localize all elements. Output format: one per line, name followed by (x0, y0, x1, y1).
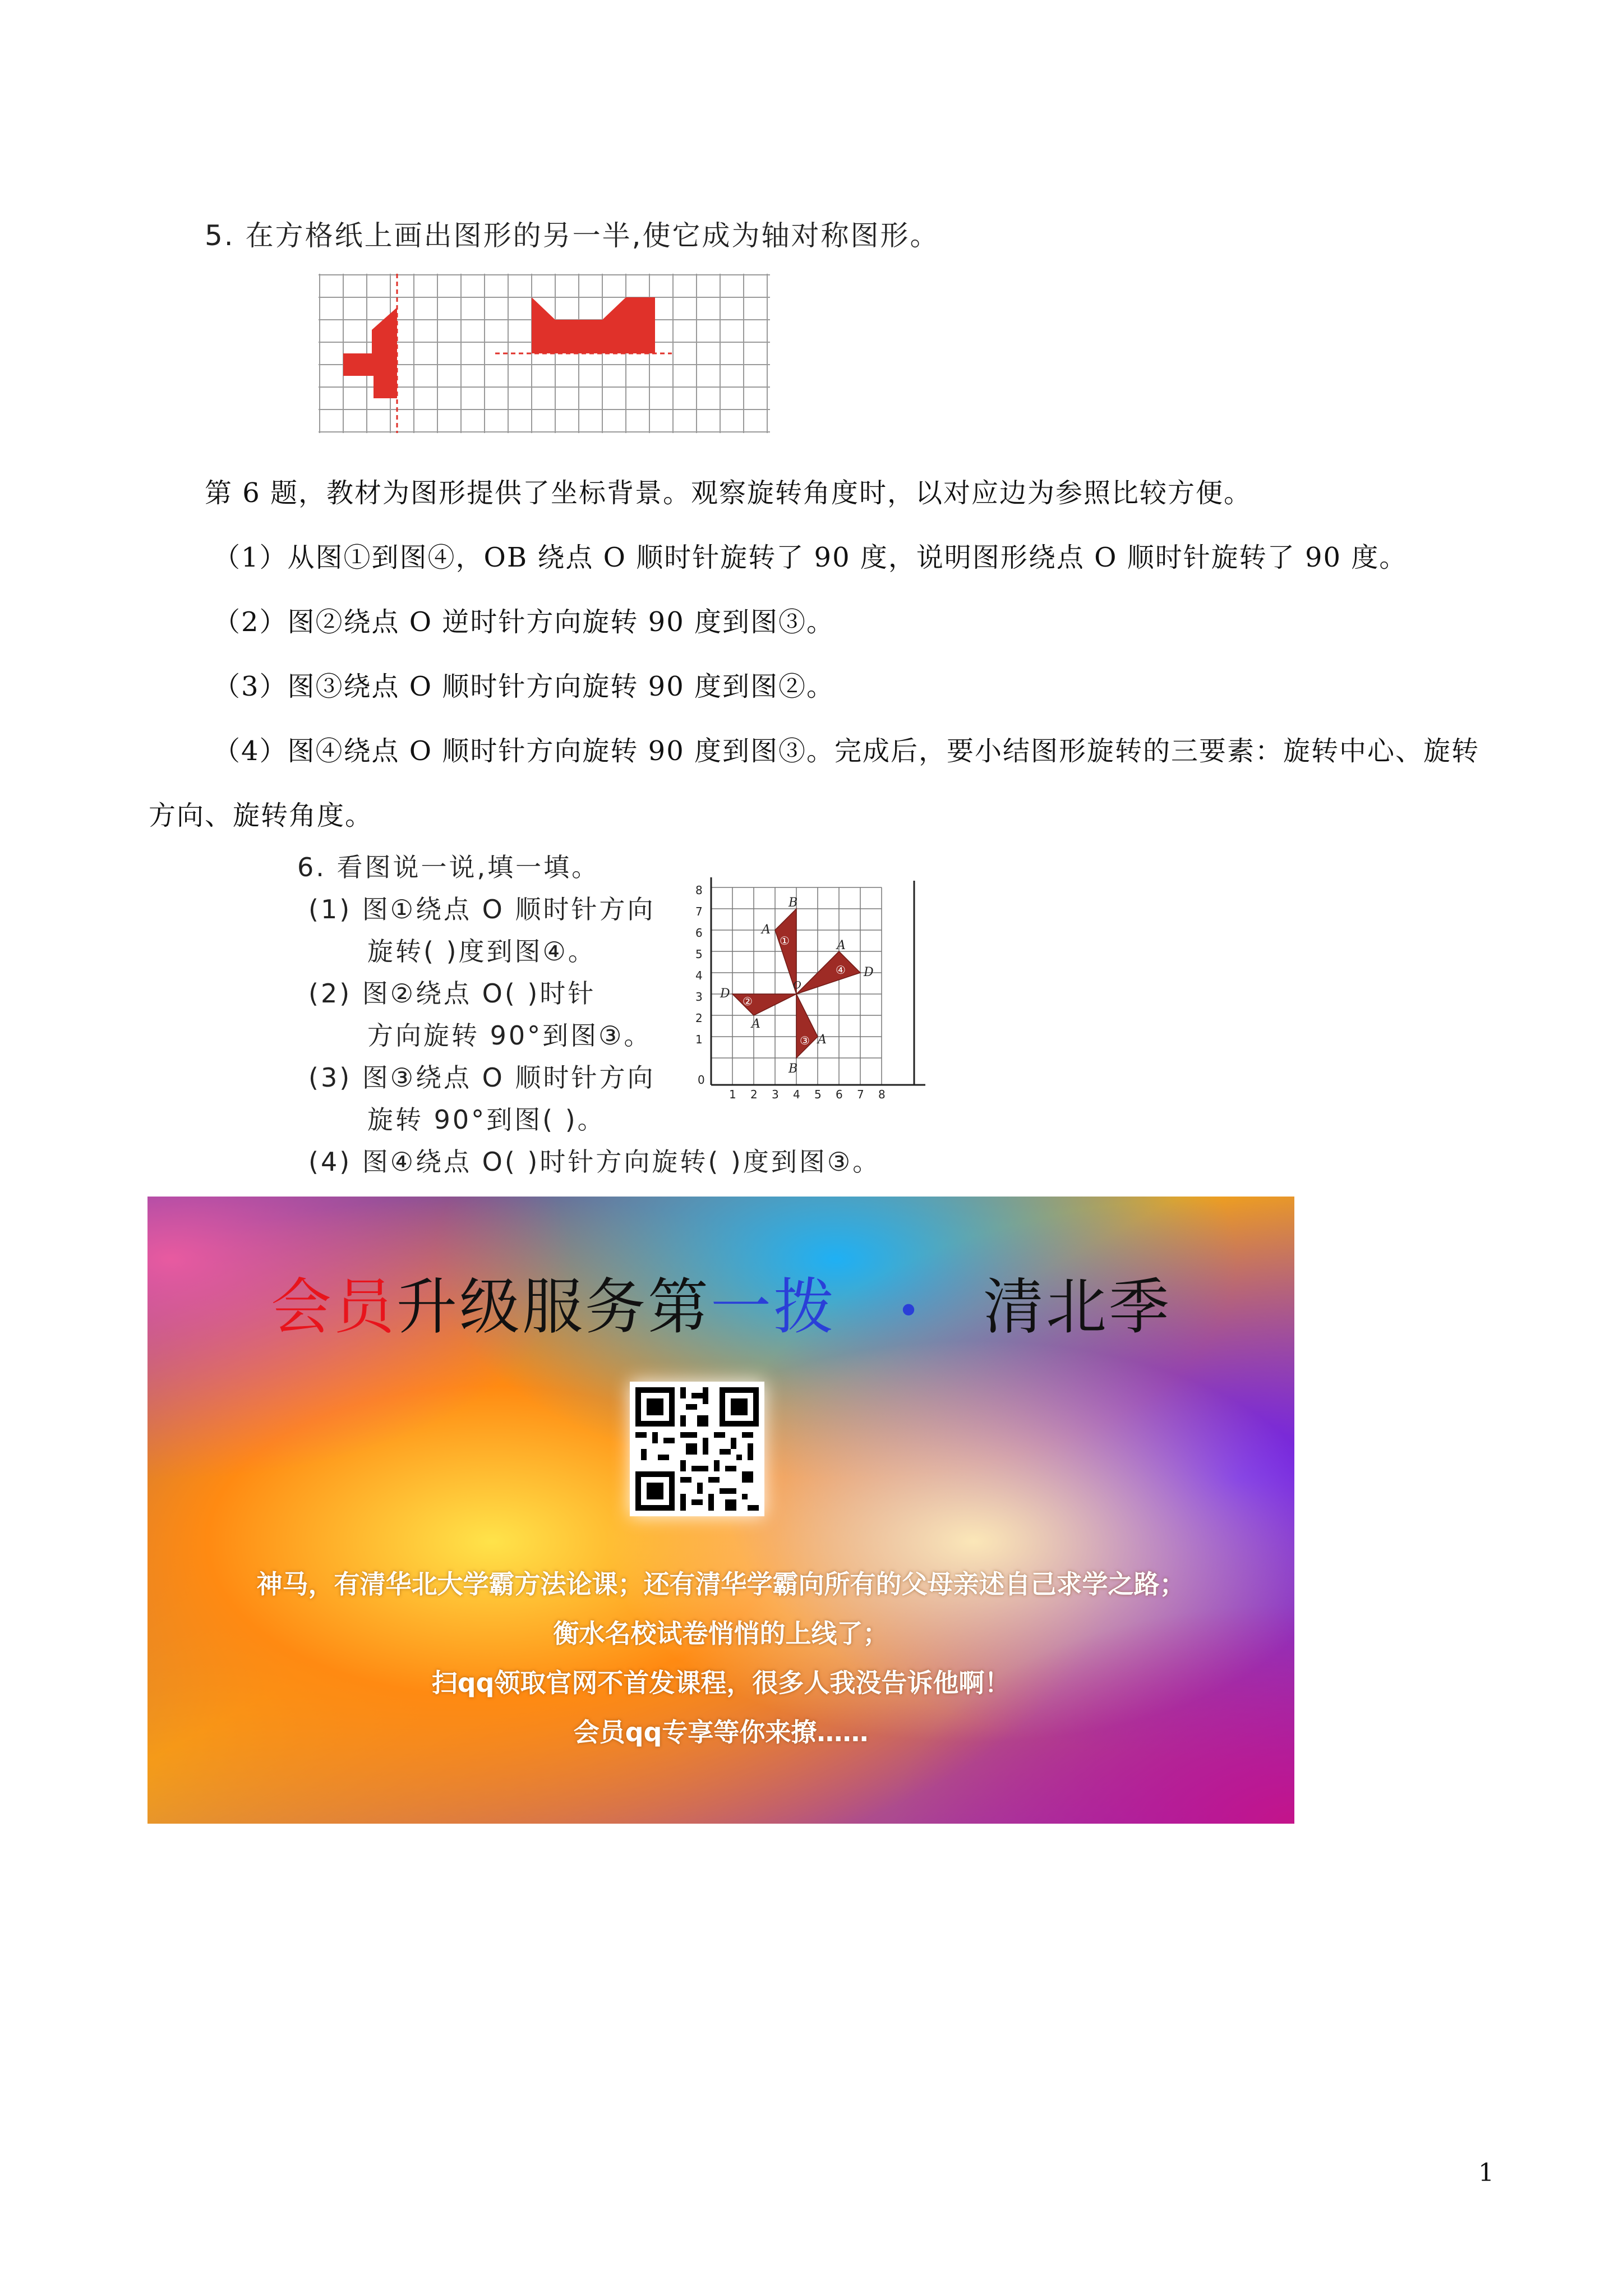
x-tick: 5 (814, 1088, 822, 1101)
x-tick: 3 (772, 1088, 779, 1101)
qr-code[interactable] (630, 1382, 764, 1516)
x-tick: 4 (793, 1088, 800, 1101)
y-tick: 7 (695, 905, 703, 918)
paragraph-3: （3）图③绕点 O 顺时针方向旋转 90 度到图②。 (213, 671, 835, 702)
label-a: A (818, 1033, 827, 1047)
half-shape-left (343, 307, 397, 398)
label-b: B (789, 1062, 798, 1076)
x-tick: 1 (729, 1088, 736, 1101)
label-d: D (720, 987, 730, 1001)
banner-title-season: 清北季 (983, 1272, 1172, 1342)
paragraph-2: （2）图②绕点 O 逆时针方向旋转 90 度到图③。 (213, 606, 835, 638)
shape-number: ③ (800, 1034, 810, 1047)
rotation-coordinate-figure (690, 875, 937, 1111)
banner-title-dot: • (897, 1288, 923, 1335)
symmetry-grid-figure (319, 274, 773, 436)
x-tick: 2 (750, 1088, 758, 1101)
question-5-title: 5. 在方格纸上画出图形的另一半,使它成为轴对称图形。 (205, 219, 940, 252)
label-a: A (762, 923, 771, 937)
question-6-item-3a: (3) 图③绕点 O 顺时针方向 (308, 1062, 656, 1093)
label-a: A (837, 938, 846, 953)
banner-line-3: 扫qq领取官网不首发课程，很多人我没告诉他啊！ (431, 1668, 1011, 1698)
banner-title (271, 1258, 1172, 1345)
paragraph-4: （4）图④绕点 O 顺时针方向旋转 90 度到图③。完成后，要小结图形旋转的三要素：旋转中心、旋转 (213, 735, 1480, 767)
question-6-item-3b: 旋转 90°到图( )。 (367, 1105, 606, 1135)
banner-title-red: 会员 (271, 1272, 397, 1342)
question-6-title: 6. 看图说一说,填一填。 (297, 852, 600, 882)
banner-line-2: 衡水名校试卷悄悄的上线了； (553, 1618, 889, 1649)
banner-title-black: 升级服务第 (396, 1272, 711, 1342)
question-6-item-2b: 方向旋转 90°到图③。 (367, 1020, 652, 1051)
question-6-item-2a: (2) 图②绕点 O( )时针 (308, 978, 596, 1009)
shape-number: ④ (836, 963, 846, 977)
banner-line-4: 会员qq专享等你来撩…… (573, 1717, 869, 1747)
question-6-item-1b: 旋转( )度到图④。 (367, 936, 596, 967)
y-tick: 8 (695, 884, 703, 897)
paragraph-1: （1）从图①到图④，OB 绕点 O 顺时针旋转了 90 度，说明图形绕点 O 顺时针旋转了 90 度。 (213, 542, 1408, 573)
page-number: 1 (1478, 2159, 1494, 2187)
shape-number: ② (743, 995, 753, 1008)
x-tick: 6 (836, 1088, 843, 1101)
y-tick: 0 (698, 1073, 705, 1087)
label-a: A (751, 1017, 760, 1031)
question-6-item-1a: (1) 图①绕点 O 顺时针方向 (308, 894, 656, 924)
y-tick: 2 (695, 1011, 703, 1025)
paragraph-intro: 第 6 题，教材为图形提供了坐标背景。观察旋转角度时，以对应边为参照比较方便。 (205, 477, 1252, 509)
y-tick: 1 (695, 1033, 703, 1046)
banner-title-blue: 一拨 (711, 1272, 837, 1342)
promo-banner[interactable] (147, 1197, 1294, 1824)
shape-3 (796, 994, 818, 1058)
banner-line-1: 神马，有清华北大学霸方法论课；还有清华学霸向所有的父母亲述自己求学之路； (256, 1569, 1186, 1599)
y-tick: 5 (695, 947, 703, 961)
y-tick: 3 (695, 990, 703, 1004)
half-shape-top (532, 297, 655, 353)
paragraph-5: 方向、旋转角度。 (149, 800, 374, 831)
shape-number: ① (780, 934, 790, 947)
y-tick: 4 (695, 969, 703, 982)
label-b: B (789, 896, 798, 910)
label-d: D (864, 965, 874, 979)
x-tick: 8 (878, 1088, 886, 1101)
label-o: O (793, 979, 801, 991)
question-6-item-4: (4) 图④绕点 O( )时针方向旋转( )度到图③。 (308, 1147, 881, 1177)
x-tick: 7 (857, 1088, 864, 1101)
y-tick: 6 (695, 926, 703, 940)
